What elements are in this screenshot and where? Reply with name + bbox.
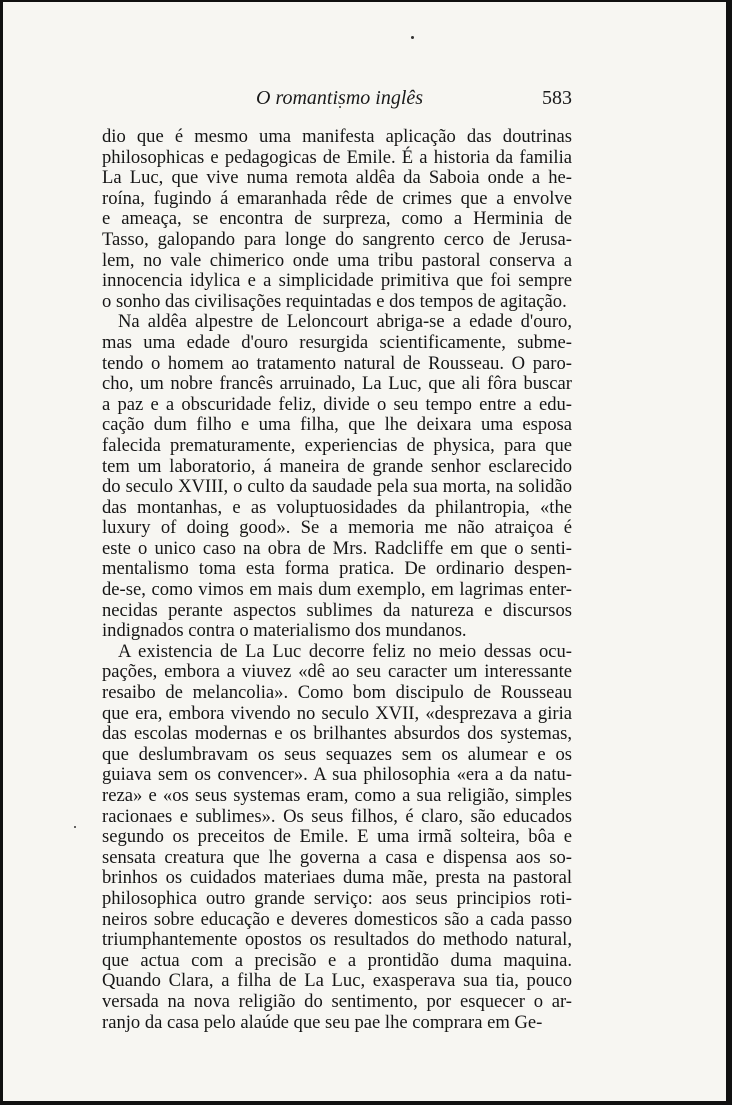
text-line: das escolas modernas e os brilhantes absurdos dos systemas, (102, 723, 572, 745)
paragraph (102, 312, 572, 642)
text-line: reza» e «os seus systemas eram, como a sua religião, simples (102, 785, 572, 806)
text-line: luxury of doing good». Se a memoria me não atraiçoa é (102, 517, 572, 539)
text-line: e ameaça, se encontra de surpreza, como a Herminia de (102, 208, 572, 230)
text-line: necidas perante aspectos sublimes da natureza e discursos (102, 599, 572, 621)
text-line: racionaes e sublimes». Os seus filhos, é claro, são educados (102, 805, 572, 827)
scan-speck (74, 826, 76, 828)
text-line: dio que é mesmo uma manifesta aplicação das doutrinas (102, 126, 572, 147)
text-line: innocencia idylica e a simplicidade primitiva que foi sempre (102, 270, 572, 292)
text-line: Na aldêa alpestre de Leloncourt abriga-se a edade d'ouro, (118, 311, 572, 333)
text-line: este o unico caso na obra de Mrs. Radcliffe em que o senti- (102, 537, 572, 559)
text-line: guiava sem os convencer». A sua philosophia «era a da natu- (102, 764, 572, 786)
text-line: Quando Clara, a filha de La Luc, exasperava sua tia, pouco (102, 970, 572, 992)
text-line: de-se, como vimos em mais dum exemplo, em lagrimas enter- (102, 579, 572, 601)
text-line: triumphantemente opostos os resultados do methodo natural, (102, 929, 572, 951)
text-line: segundo os preceitos de Emile. E uma irmã solteira, bôa e (102, 826, 572, 848)
text-line: mentalismo toma esta forma pratica. De ordinario despen- (102, 558, 572, 580)
text-line: lem, no vale chimerico onde uma tribu pastoral conserva a (102, 249, 572, 271)
body-text (102, 127, 572, 1033)
text-line: tem um laboratorio, á maneira de grande senhor esclarecido (102, 455, 572, 477)
page-header (102, 87, 572, 113)
scan-border-left (0, 0, 3, 1105)
text-line: cação dum filho e uma filha, que lhe deixara uma esposa (102, 414, 572, 436)
text-line: que deslumbravam os seus sequazes sem os alumear e os (102, 743, 572, 765)
text-line: roína, fugindo á emaranhada rêde de crimes que a envolve (102, 187, 572, 209)
text-line: indignados contra o materialismo dos mundanos. (102, 620, 467, 642)
scan-border-top (0, 0, 732, 2)
text-line: sensata creatura que lhe governa a casa e dispensa aos so- (102, 846, 572, 868)
text-line: cho, um nobre francês arruinado, La Luc, que ali fôra buscar (102, 373, 572, 395)
text-line: neiros sobre educação e deveres domesticos são a cada passo (102, 908, 572, 930)
scan-border-right (726, 0, 732, 1105)
scan-speck (411, 36, 414, 39)
running-title: O romantismo inglês (256, 87, 424, 109)
text-line: do seculo XVIII, o culto da saudade pela sua morta, na solidão (102, 476, 572, 498)
text-line: tendo o homem ao tratamento natural de Rousseau. O paro- (102, 352, 572, 374)
text-line: La Luc, que vive numa remota aldêa da Saboia onde a he- (102, 167, 572, 189)
text-line: a paz e a obscuridade feliz, divide o seu tempo entre a edu- (102, 393, 572, 415)
text-line: brinhos os cuidados materiaes duma mãe, presta na pastoral (102, 867, 572, 889)
paragraph (102, 127, 572, 312)
text-line: philosophicas e pedagogicas de Emile. É a historia da familia (102, 146, 572, 168)
scan-border-bottom (0, 1101, 732, 1105)
text-line: falecida prematuramente, experiencias de physica, para que (102, 434, 572, 456)
text-line: que actua com a precisão e a prontidão duma maquina. (102, 949, 572, 971)
text-line: A existencia de La Luc decorre feliz no meio dessas ocu- (118, 640, 572, 662)
text-line: philosophica outro grande serviço: aos seus principios roti- (102, 887, 572, 909)
text-line: versada na nova religião do sentimento, por esquecer o ar- (102, 990, 572, 1012)
paragraph (102, 642, 572, 1033)
text-line: que era, embora vivendo no seculo XVII, «desprezava a giria (102, 702, 572, 724)
text-line: ranjo da casa pelo alaúde que seu pae lhe comprara em Ge- (102, 1011, 543, 1033)
text-line: o sonho das civilisações requintadas e dos tempos de agitação. (102, 290, 567, 312)
text-line: resaibo de melancolia». Como bom discipulo de Rousseau (102, 682, 572, 704)
text-line: mas uma edade d'ouro resurgida scientificamente, subme- (102, 331, 572, 353)
text-line: Tasso, galopando para longe do sangrento cerco de Jerusa- (102, 228, 572, 250)
text-line: das montanhas, e as voluptuosidades da philantropia, «the (102, 496, 572, 518)
text-line: pações, embora a viuvez «dê ao seu caracter um interessante (102, 661, 572, 683)
page-number: 583 (542, 87, 572, 109)
